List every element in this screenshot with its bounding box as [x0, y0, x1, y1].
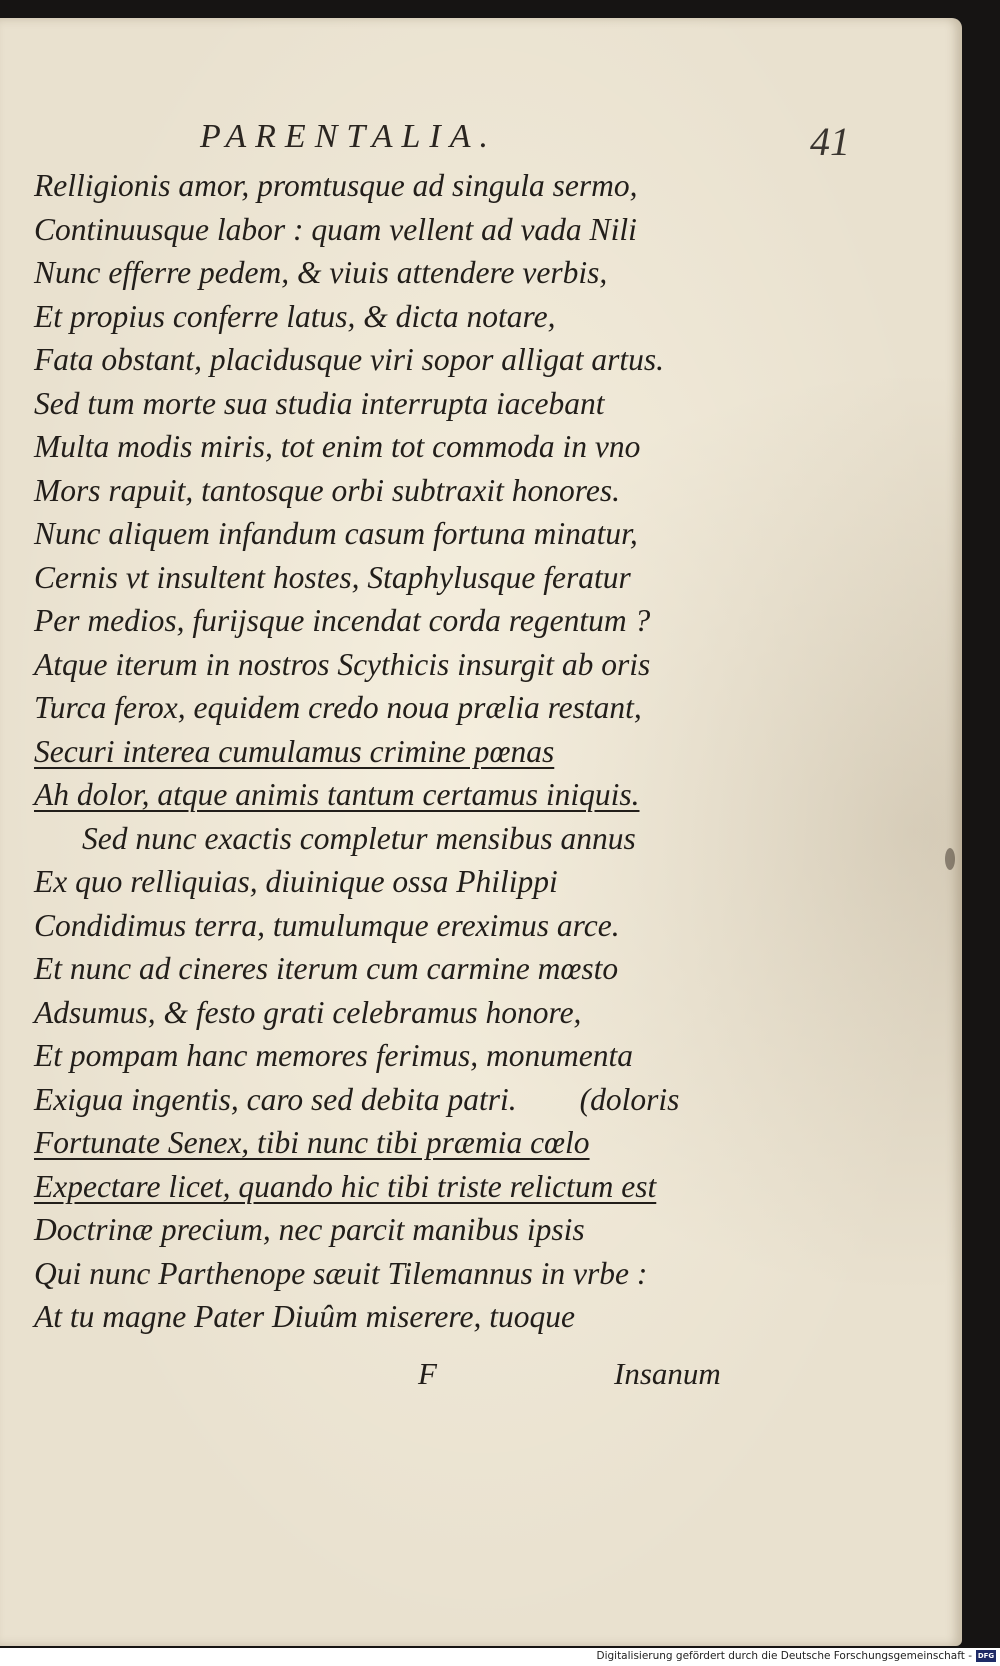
verse-line: At tu magne Pater Diuûm miserere, tuoque	[34, 1299, 575, 1334]
verse-line-underlined: Fortunate Senex, tibi nunc tibi præmia cœlo	[34, 1125, 590, 1160]
digitization-footer	[0, 1648, 1000, 1666]
verse-text-block	[34, 164, 804, 1339]
verse-line: Qui nunc Parthenope sæuit Tilemannus in vrbe :	[34, 1255, 648, 1291]
verse-line-underlined: Ah dolor, atque animis tantum certamus iniquis.	[34, 777, 640, 812]
verse-line: Et pompam hanc memores ferimus, monumenta	[34, 1038, 634, 1073]
verse-line: Sed tum morte sua studia interrupta iacebant	[34, 385, 605, 421]
verse-line: Atque iterum in nostros Scythicis insurgit ab oris	[34, 646, 651, 682]
verse-line: Continuusque labor : quam vellent ad vada Nili	[34, 211, 637, 247]
running-title: PARENTALIA.	[200, 118, 498, 155]
verse-line: Nunc efferre pedem, & viuis attendere verbis,	[34, 255, 608, 290]
verse-line: Condidimus terra, tumulumque ereximus arce.	[34, 907, 620, 943]
verse-line: Adsumus, & festo grati celebramus honore,	[34, 994, 582, 1030]
verse-line: Per medios, furijsque incendat corda regentum ?	[34, 603, 651, 638]
funding-credit: Digitalisierung gefördert durch die Deutsche Forschungsgemeinschaft -	[596, 1650, 972, 1662]
verse-line-underlined: Expectare licet, quando hic tibi triste relictum est	[34, 1168, 657, 1204]
verse-line: Cernis vt insultent hostes, Staphylusque feratur	[34, 559, 631, 595]
verse-line: Mors rapuit, tantosque orbi subtraxit honores.	[34, 472, 620, 508]
signature-mark: F	[418, 1356, 437, 1391]
verse-line: Fata obstant, placidusque viri sopor alligat artus.	[34, 342, 665, 377]
verse-line: Et nunc ad cineres iterum cum carmine mœsto	[34, 951, 619, 986]
page-number: 41	[810, 119, 850, 164]
catch-line	[0, 1356, 800, 1400]
verse-line-underlined: Securi interea cumulamus crimine pœnas	[34, 733, 555, 769]
verse-line: Multa modis miris, tot enim tot commoda in vno	[34, 429, 641, 464]
dfg-logo-icon: DFG	[977, 1652, 995, 1660]
catchword: Insanum	[614, 1356, 721, 1391]
verse-line: Relligionis amor, promtusque ad singula sermo,	[34, 168, 638, 203]
verse-line-indented: Sed nunc exactis completur mensibus annus	[82, 820, 636, 856]
verse-line: Turca ferox, equidem credo noua prælia restant,	[34, 690, 642, 725]
verse-line: Exigua ingentis, caro sed debita patri. (doloris	[34, 1081, 680, 1117]
verse-line: Doctrinæ precium, nec parcit manibus ipsis	[34, 1212, 585, 1247]
book-page	[0, 18, 962, 1646]
verse-line: Ex quo relliquias, diuinique ossa Philippi	[34, 864, 558, 899]
verse-line: Et propius conferre latus, & dicta notare,	[34, 298, 556, 334]
verse-line: Nunc aliquem infandum casum fortuna minatur,	[34, 516, 638, 551]
page-stain	[945, 848, 955, 870]
